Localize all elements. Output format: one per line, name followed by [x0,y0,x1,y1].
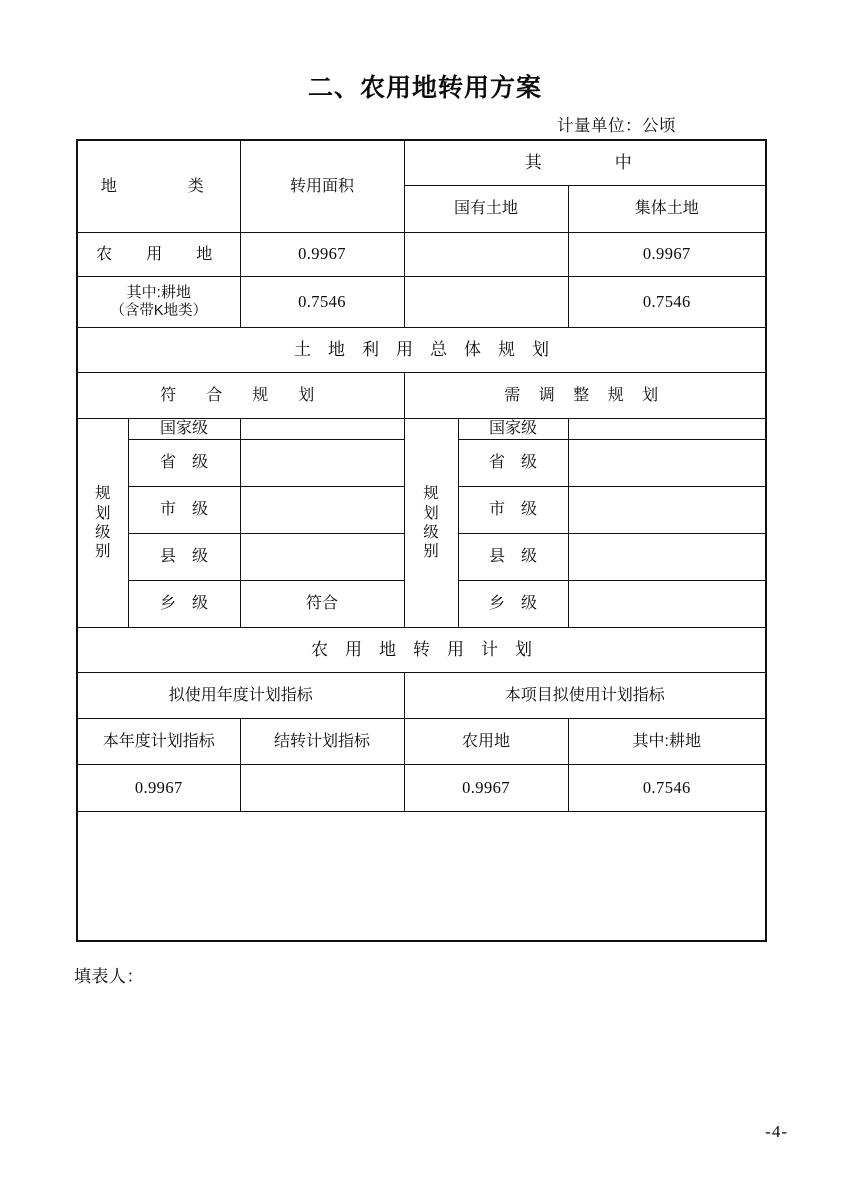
header-state-owned-land: 国有土地 [404,186,568,233]
label-conforming-plan-level-c3: 级 [94,524,111,541]
row-label-cultivated-line2: （含带K地类） [110,303,208,320]
conforming-level-name-county: 县 级 [128,534,240,581]
label-adjustment-plan-level [404,419,458,628]
conforming-level-value-municipal [240,487,404,534]
adjustment-level-value-national [568,419,766,440]
row-label-cultivated-land [77,277,240,328]
value-carryover-quota [240,765,404,812]
banner-farmland-conversion-plan: 农 用 地 转 用 计 划 [77,628,766,673]
table-row-plan-group-headers [77,673,766,719]
table-row-overall-plan-banner [77,328,766,373]
adjustment-level-name-municipal: 市 级 [458,487,568,534]
table-row-plan-level-national [77,419,766,440]
form-filler-label: 填表人： [74,967,144,986]
group-header-annual-quota: 拟使用年度计划指标 [77,673,404,719]
farmland-conversion-table-wrapper [76,139,765,942]
adjustment-level-value-provincial [568,440,766,487]
table-row-plan-section-titles [77,373,766,419]
table-row-notes [77,812,766,942]
label-conforming-plan-level-c1: 规 [94,485,111,503]
header-collective-land: 集体土地 [568,186,766,233]
notes-area [77,812,766,942]
page-title: 二、农用地转用方案 [307,74,542,102]
section-title-adjustment-plan: 需 调 整 规 划 [404,373,766,419]
label-conforming-plan-level-c4: 别 [94,543,111,561]
table-header-row-1 [77,140,766,186]
measurement-unit-label: 计量单位：公顷 [557,117,676,135]
header-of-which: 其 中 [404,140,766,186]
adjustment-level-name-township: 乡 级 [458,581,568,628]
cell-agricultural-collective: 0.9967 [568,233,766,277]
table-row-agricultural-land [77,233,766,277]
conforming-level-name-municipal: 市 级 [128,487,240,534]
column-header-carryover-quota: 结转计划指标 [240,719,404,765]
group-header-project-quota: 本项目拟使用计划指标 [404,673,766,719]
table-row-cultivated-land [77,277,766,328]
section-title-conforming-plan: 符 合 规 划 [77,373,404,419]
banner-overall-land-use-plan: 土 地 利 用 总 体 规 划 [77,328,766,373]
cell-cultivated-converted-area: 0.7546 [240,277,404,328]
header-land-type: 地 类 [77,140,240,233]
conforming-level-value-township: 符合 [240,581,404,628]
table-row-plan-column-headers [77,719,766,765]
value-current-year-quota: 0.9967 [77,765,240,812]
farmland-conversion-table [76,139,767,942]
cell-agricultural-converted-area: 0.9967 [240,233,404,277]
conforming-level-name-township: 乡 级 [128,581,240,628]
value-of-which-cultivated: 0.7546 [568,765,766,812]
cell-cultivated-collective: 0.7546 [568,277,766,328]
adjustment-level-value-municipal [568,487,766,534]
column-header-agricultural-land: 农用地 [404,719,568,765]
label-conforming-plan-level [77,419,128,628]
label-adjustment-plan-level-c3: 级 [423,524,439,541]
label-adjustment-plan-level-c2: 划 [423,504,439,522]
table-row-conversion-plan-banner [77,628,766,673]
conforming-level-value-county [240,534,404,581]
row-label-cultivated-line1: 其中:耕地 [126,283,191,301]
adjustment-level-name-provincial: 省 级 [458,440,568,487]
adjustment-level-value-township [568,581,766,628]
value-agricultural-land: 0.9967 [404,765,568,812]
cell-cultivated-state-owned [404,277,568,328]
column-header-of-which-cultivated: 其中:耕地 [568,719,766,765]
label-conforming-plan-level-c2: 划 [94,504,111,522]
adjustment-level-name-national: 国家级 [458,419,568,440]
header-converted-area: 转用面积 [240,140,404,233]
conforming-level-value-national [240,419,404,440]
adjustment-level-name-county: 县 级 [458,534,568,581]
adjustment-level-value-county [568,534,766,581]
page-number: -4- [765,1122,788,1141]
label-adjustment-plan-level-c4: 别 [423,543,439,561]
column-header-current-year-quota: 本年度计划指标 [77,719,240,765]
conforming-level-name-provincial: 省 级 [128,440,240,487]
conforming-level-name-national: 国家级 [128,419,240,440]
conforming-level-value-provincial [240,440,404,487]
label-adjustment-plan-level-c1: 规 [423,485,439,503]
table-row-plan-values [77,765,766,812]
row-label-agricultural-land: 农 用 地 [77,233,240,277]
cell-agricultural-state-owned [404,233,568,277]
